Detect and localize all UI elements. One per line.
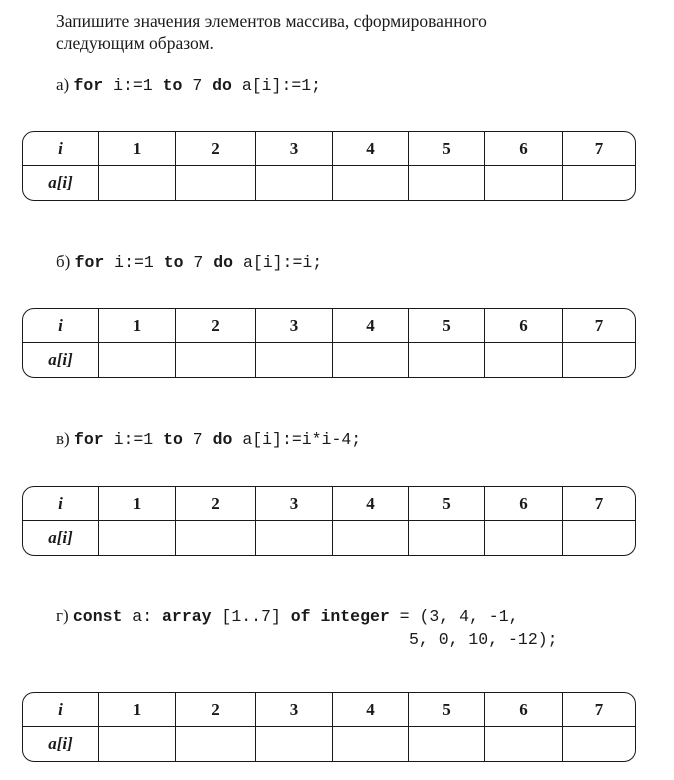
value-cell [485, 521, 563, 555]
code-keyword: of [290, 607, 311, 626]
index-cell: 5 [409, 693, 485, 727]
index-cell: 1 [99, 309, 176, 343]
code-keyword: for [73, 430, 104, 449]
task-code [73, 607, 519, 626]
task-letter: г) [56, 606, 69, 625]
array-table-c [22, 486, 636, 556]
code-keyword: for [73, 76, 104, 95]
array-table-a [22, 131, 636, 201]
value-header: a[i] [23, 521, 99, 555]
array-table-b [22, 308, 636, 378]
index-cell: 2 [176, 487, 256, 521]
code-keyword: do [212, 76, 232, 95]
value-cell [333, 343, 409, 377]
intro-line-2: следующим образом. [56, 33, 214, 53]
index-header: i [23, 309, 99, 343]
index-cell: 1 [99, 487, 176, 521]
index-cell: 5 [409, 132, 485, 166]
value-cell [485, 166, 563, 200]
index-cell: 6 [485, 487, 563, 521]
index-cell: 3 [256, 132, 333, 166]
value-cell [256, 343, 333, 377]
value-cell [176, 343, 256, 377]
task-a [56, 75, 321, 95]
index-cell: 6 [485, 132, 563, 166]
task-d-continuation: 5, 0, 10, -12); [409, 630, 558, 649]
value-cell [256, 727, 333, 761]
index-cell: 1 [99, 693, 176, 727]
value-cell [256, 166, 333, 200]
index-cell: 4 [333, 693, 409, 727]
value-cell [256, 521, 333, 555]
task-letter: в) [56, 429, 70, 448]
code-text: i:=1 [104, 253, 164, 272]
array-table-d [22, 692, 636, 762]
index-cell: 3 [256, 487, 333, 521]
code-text: 7 [182, 430, 213, 449]
intro-line-1: Запишите значения элементов массива, сформированного [56, 11, 487, 31]
code-text: i:=1 [103, 76, 163, 95]
code-keyword: integer [320, 607, 390, 626]
value-header: a[i] [23, 166, 99, 200]
value-cell [485, 343, 563, 377]
code-keyword: for [74, 253, 105, 272]
index-cell: 7 [563, 309, 635, 343]
code-keyword: to [162, 76, 183, 95]
index-cell: 7 [563, 487, 635, 521]
code-text: a: [122, 607, 163, 626]
index-cell: 2 [176, 132, 256, 166]
value-cell [176, 166, 256, 200]
index-cell: 6 [485, 309, 563, 343]
index-cell: 4 [333, 132, 409, 166]
value-cell [409, 343, 485, 377]
code-text: i:=1 [103, 430, 164, 449]
index-cell: 4 [333, 487, 409, 521]
task-c [56, 429, 361, 449]
code-text: a[i]:=i; [233, 253, 323, 272]
code-keyword: do [212, 430, 233, 449]
index-cell: 6 [485, 693, 563, 727]
index-header: i [23, 693, 99, 727]
value-cell [333, 727, 409, 761]
code-text: [1..7] [211, 607, 291, 626]
value-cell [409, 727, 485, 761]
value-cell [176, 521, 256, 555]
value-header: a[i] [23, 343, 99, 377]
index-cell: 5 [409, 309, 485, 343]
value-cell [99, 343, 176, 377]
value-cell [409, 521, 485, 555]
task-code [73, 76, 321, 95]
value-cell [99, 166, 176, 200]
code-keyword: const [72, 607, 123, 626]
value-cell [563, 727, 635, 761]
code-text: a[i]:=1; [231, 76, 322, 95]
value-cell [333, 166, 409, 200]
code-keyword: array [162, 607, 212, 626]
index-cell: 4 [333, 309, 409, 343]
code-text: a[i]:=i*i-4; [232, 430, 362, 449]
code-keyword: to [163, 430, 183, 449]
value-cell [333, 521, 409, 555]
task-b [56, 252, 322, 272]
index-header: i [23, 487, 99, 521]
task-code [75, 253, 323, 272]
code-keyword: to [163, 253, 184, 272]
task-code [74, 430, 361, 449]
value-cell [563, 343, 635, 377]
task-letter: а) [56, 75, 70, 94]
code-text: 7 [183, 253, 214, 272]
index-cell: 2 [176, 309, 256, 343]
value-cell [99, 521, 176, 555]
value-cell [99, 727, 176, 761]
code-keyword: do [213, 253, 234, 272]
value-cell [563, 166, 635, 200]
index-cell: 7 [563, 693, 635, 727]
index-cell: 1 [99, 132, 176, 166]
index-cell: 7 [563, 132, 635, 166]
task-letter: б) [56, 252, 71, 271]
index-header: i [23, 132, 99, 166]
task-d [56, 606, 519, 626]
code-text: = (3, 4, -1, [389, 607, 519, 626]
value-header: a[i] [23, 727, 99, 761]
index-cell: 3 [256, 309, 333, 343]
value-cell [485, 727, 563, 761]
value-cell [176, 727, 256, 761]
value-cell [563, 521, 635, 555]
index-cell: 3 [256, 693, 333, 727]
index-cell: 2 [176, 693, 256, 727]
value-cell [409, 166, 485, 200]
index-cell: 5 [409, 487, 485, 521]
code-text: 7 [182, 76, 213, 95]
intro-text [56, 10, 656, 54]
code-text [311, 607, 321, 626]
